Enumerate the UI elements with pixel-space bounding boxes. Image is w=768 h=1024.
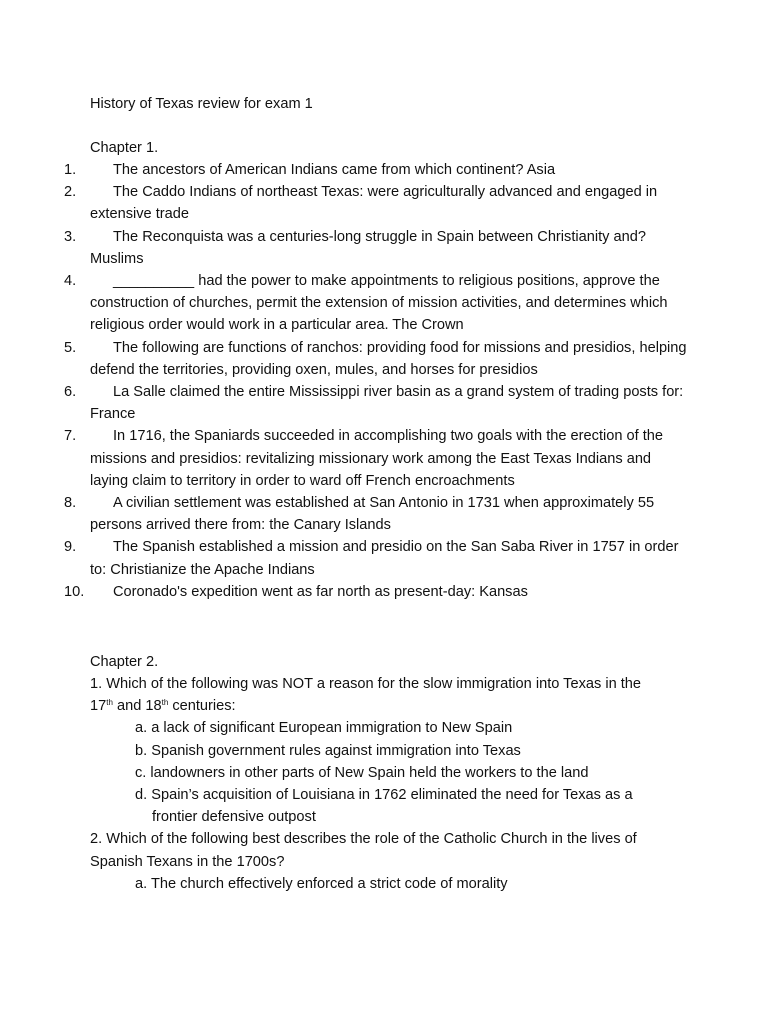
item-text: A civilian settlement was established at San Antonio in 1731 when approximately 55 persons arrived there from: the Canary Islands — [90, 495, 655, 534]
list-item — [0, 226, 690, 270]
question-1-text: 1. Which of the following was NOT a reason for the slow immigration into Texas in the — [90, 676, 642, 692]
item-number: 2. — [64, 184, 77, 201]
superscript-th: th — [161, 698, 169, 708]
question-2-text: 2. Which of the following best describes the role of the Catholic Church in the lives of Spanish Texans in the 1700s? — [90, 831, 637, 870]
chapter1-list — [0, 159, 768, 603]
item-number: 5. — [64, 339, 77, 356]
item-text: The ancestors of American Indians came from which continent? Asia — [113, 162, 556, 178]
chapter2-heading: Chapter 2. — [90, 654, 159, 670]
list-item — [0, 492, 690, 536]
item-text: The following are functions of ranchos: providing food for missions and presidios, helping defend the territories, providing oxen, mules, and horses for presidios — [90, 339, 687, 378]
item-number: 4. — [64, 273, 77, 290]
list-item — [0, 270, 690, 337]
document-title: History of Texas review for exam 1 — [90, 96, 313, 112]
item-text: La Salle claimed the entire Mississippi river basin as a grand system of trading posts for: France — [90, 384, 684, 423]
list-item — [0, 337, 690, 381]
answer-option: d. Spain’s acquisition of Louisiana in 1762 eliminated the need for Texas as a — [135, 787, 633, 804]
answer-option: a. a lack of significant European immigration to New Spain — [135, 720, 513, 737]
item-number: 10. — [64, 583, 85, 600]
question-1-c17: 17 — [90, 698, 107, 715]
item-text: Coronado's expedition went as far north as present-day: Kansas — [113, 583, 528, 600]
item-text: The Reconquista was a centuries-long struggle in Spain between Christianity and? Muslims — [90, 228, 646, 267]
answer-option-continuation: frontier defensive outpost — [152, 809, 316, 826]
question-1-tail: centuries: — [168, 698, 236, 715]
list-item — [0, 581, 690, 603]
item-text: In 1716, the Spaniards succeeded in accomplishing two goals with the erection of the missions and presidios: revitalizing missionary work among the East Texas Indians and laying claim to territory in order to ward off French encroachments — [90, 428, 664, 489]
item-number: 9. — [64, 539, 77, 556]
list-item — [0, 536, 690, 580]
question-1 — [90, 673, 690, 717]
item-number: 6. — [64, 384, 77, 401]
answer-option: c. landowners in other parts of New Spain held the workers to the land — [135, 764, 589, 781]
question-1-and: and 18 — [112, 698, 162, 715]
answer-option: b. Spanish government rules against immigration into Texas — [135, 742, 521, 759]
list-item — [0, 159, 690, 181]
item-number: 8. — [64, 495, 77, 512]
chapter2-body — [90, 673, 690, 895]
superscript-th: th — [106, 698, 113, 708]
item-text: __________ had the power to make appointments to religious positions, approve the construction of churches, permit the extension of mission activities, and determines which religious order would work in a particular area. The Crown — [90, 273, 668, 334]
list-item — [0, 181, 690, 225]
list-item — [0, 425, 690, 492]
answer-option: a. The church effectively enforced a strict code of morality — [135, 875, 508, 892]
list-item — [0, 381, 690, 425]
item-text: The Spanish established a mission and presidio on the San Saba River in 1757 in order to: Christianize the Apache Indians — [90, 539, 679, 578]
chapter1-heading: Chapter 1. — [90, 140, 159, 156]
item-number: 7. — [64, 428, 77, 445]
item-number: 3. — [64, 228, 77, 245]
item-number: 1. — [64, 162, 77, 178]
item-text: The Caddo Indians of northeast Texas: were agriculturally advanced and engaged in extensive trade — [90, 184, 658, 223]
